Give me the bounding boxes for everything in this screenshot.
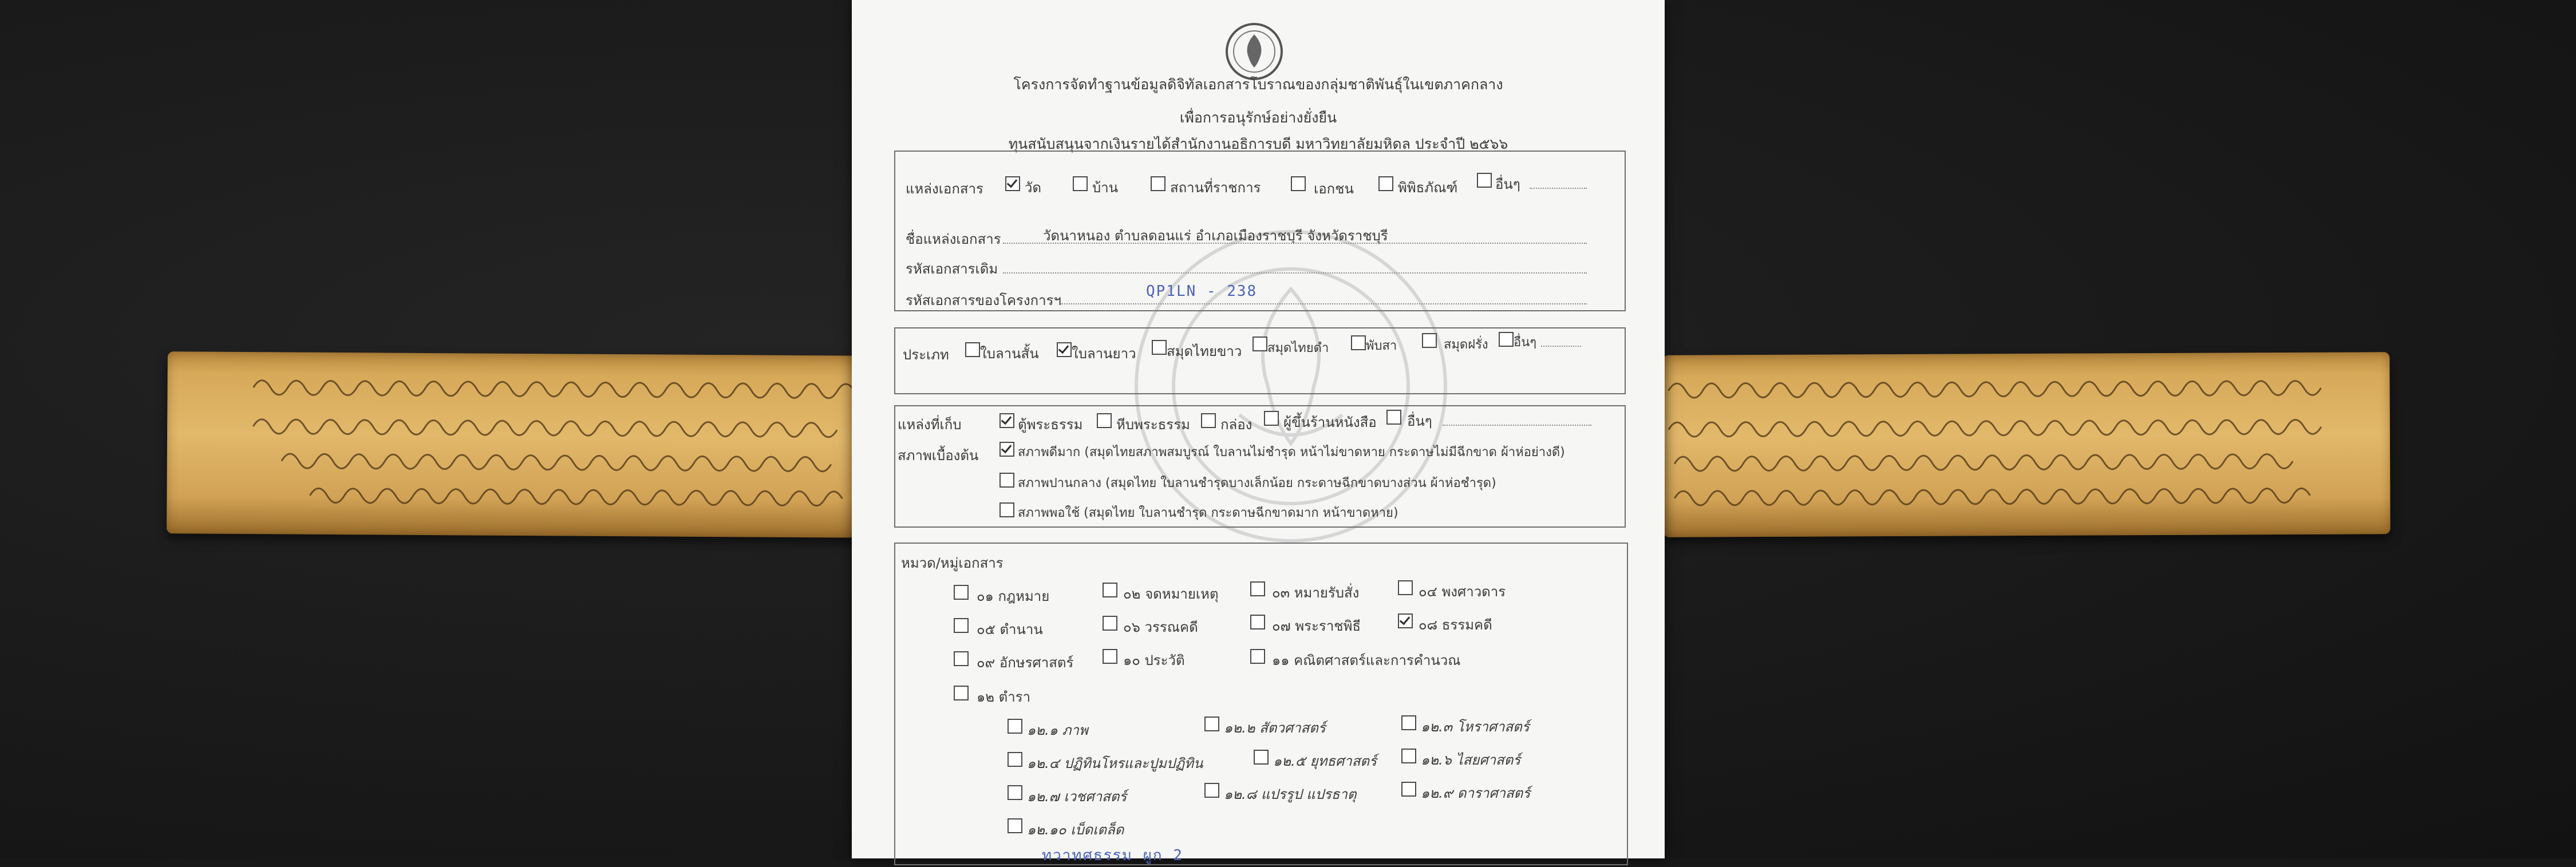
type-option-white-book: สมุดไทยขาว: [1167, 343, 1242, 359]
storage-other-line: [1443, 425, 1591, 426]
category-option-07: ๐๗ พระราชพิธี: [1272, 618, 1361, 634]
subcategory-option-12-7: ๑๒.๗ เวชศาสตร์: [1027, 789, 1127, 805]
condition-option-fair: สภาพพอใช้ (สมุดไทย ใบลานชำรุด กระดาษฉีกขาดมาก หน้าขาดหาย): [1018, 506, 1398, 520]
category-checkbox-07[interactable]: [1250, 615, 1265, 630]
category-checkbox-01[interactable]: [954, 585, 969, 600]
source-option-temple: วัด: [1025, 180, 1042, 196]
type-option-short-leaf: ใบลานสั้น: [980, 346, 1039, 362]
condition-option-excellent: สภาพดีมาก (สมุดไทยสภาพสมบูรณ์ ใบลานไม่ชำรุด หน้าไม่ขาดหาย กระดาษไม่มีฉีกขาด ผ้าห่อย่างดี): [1018, 445, 1565, 460]
condition-checkbox-moderate[interactable]: [999, 473, 1014, 488]
category-option-04: ๐๔ พงศาวดาร: [1419, 584, 1506, 600]
subcategory-option-12-6: ๑๒.๖ ไสยศาสตร์: [1421, 752, 1521, 768]
source-checkbox-house[interactable]: [1073, 176, 1088, 191]
condition-label: สภาพเบื้องต้น: [898, 448, 979, 464]
header-title-line3: ทุนสนับสนุนจากเงินรายได้สำนักงานอธิการบดี มหาวิทยาลัยมหิดล ประจำปี ๒๕๖๖: [1008, 136, 1508, 152]
old-code-label: รหัสเอกสารเดิม: [906, 261, 998, 277]
type-checkbox-white-book[interactable]: [1152, 340, 1167, 355]
storage-checkbox-cabinet[interactable]: [999, 413, 1014, 428]
source-label: แหล่งเอกสาร: [906, 181, 983, 197]
category-option-06: ๐๖ วรรณคดี: [1123, 619, 1198, 635]
header-title-line2: เพื่อการอนุรักษ์อย่างยั่งยืน: [1179, 109, 1337, 126]
category-checkbox-12[interactable]: [954, 686, 969, 700]
storage-checkbox-box[interactable]: [1201, 413, 1216, 428]
category-checkbox-04[interactable]: [1398, 580, 1413, 595]
source-checkbox-museum[interactable]: [1378, 176, 1393, 191]
project-code-label: รหัสเอกสารของโครงการฯ: [906, 292, 1061, 308]
category-checkbox-05[interactable]: [954, 618, 969, 633]
source-option-museum: พิพิธภัณฑ์: [1398, 180, 1458, 196]
category-option-05: ๐๕ ตำนาน: [977, 621, 1043, 638]
source-option-government: สถานที่ราชการ: [1170, 180, 1261, 196]
storage-option-box: กล่อง: [1220, 417, 1253, 433]
storage-label: แหล่งที่เก็บ: [898, 417, 962, 433]
category-checkbox-03[interactable]: [1250, 581, 1265, 596]
category-checkbox-08[interactable]: [1398, 613, 1413, 628]
source-name-line: [1003, 243, 1587, 244]
palm-leaf-script-left-icon: [167, 351, 878, 538]
subcategory-option-12-2: ๑๒.๒ สัตวศาสตร์: [1224, 720, 1326, 736]
condition-checkbox-fair[interactable]: [999, 502, 1014, 517]
subcategory-option-12-5: ๑๒.๕ ยุทธศาสตร์: [1273, 753, 1377, 769]
type-option-black-book: สมุดไทยดำ: [1267, 341, 1329, 355]
category-option-03: ๐๓ หมายรับสั่ง: [1272, 585, 1360, 601]
category-option-08: ๐๘ ธรรมคดี: [1419, 617, 1492, 633]
subcategory-checkbox-12-2[interactable]: [1204, 716, 1219, 731]
source-checkbox-other[interactable]: [1477, 173, 1492, 188]
type-checkbox-long-leaf[interactable]: [1057, 342, 1072, 357]
type-option-other: อื่นๆ: [1514, 335, 1537, 350]
type-checkbox-other[interactable]: [1499, 332, 1514, 347]
footer-handwritten-title: ทวาทศธรรม ผูก 2: [1042, 847, 1183, 864]
source-name-label: ชื่อแหล่งเอกสาร: [906, 231, 1001, 247]
storage-option-other: อื่นๆ: [1407, 413, 1432, 429]
type-checkbox-phapsa[interactable]: [1351, 335, 1366, 350]
category-checkbox-10[interactable]: [1103, 649, 1117, 664]
palm-leaf-manuscript-right: [1662, 352, 2390, 537]
category-checkbox-11[interactable]: [1250, 649, 1265, 664]
subcategory-checkbox-12-7[interactable]: [1008, 785, 1022, 800]
subcategory-checkbox-12-9[interactable]: [1401, 782, 1416, 797]
subcategory-option-12-10: ๑๒.๑๐ เบ็ดเตล็ด: [1027, 822, 1124, 838]
category-option-11: ๑๑ คณิตศาสตร์และการคำนวณ: [1272, 652, 1461, 668]
category-label: หมวด/หมู่เอกสาร: [901, 555, 1003, 571]
header-title-line1: โครงการจัดทำฐานข้อมูลดิจิทัลเอกสารโบราณของกลุ่มชาติพันธุ์ในเขตภาคกลาง: [1013, 76, 1503, 93]
subcategory-checkbox-12-1[interactable]: [1008, 719, 1022, 734]
subcategory-checkbox-12-6[interactable]: [1401, 749, 1416, 763]
condition-option-moderate: สภาพปานกลาง (สมุดไทย ใบลานชำรุดบางเล็กน้อย กระดาษฉีกขาดบางส่วน ผ้าห่อชำรุด): [1018, 476, 1496, 490]
subcategory-option-12-4: ๑๒.๔ ปฏิทินโหรและปูมปฏิทิน: [1027, 755, 1203, 771]
source-other-line: [1530, 188, 1587, 189]
category-option-02: ๐๒ จดหมายเหตุ: [1123, 586, 1219, 602]
storage-checkbox-shelf[interactable]: [1264, 411, 1279, 426]
subcategory-option-12-8: ๑๒.๘ แปรรูป แปรธาตุ: [1224, 786, 1357, 802]
storage-option-shelf: ผู้ขึ้นร้านหนังสือ: [1283, 414, 1377, 430]
subcategory-checkbox-12-5[interactable]: [1254, 750, 1269, 765]
subcategory-checkbox-12-8[interactable]: [1204, 783, 1219, 798]
source-option-other: อื่นๆ: [1495, 176, 1520, 192]
source-option-house: บ้าน: [1092, 180, 1119, 196]
condition-checkbox-excellent[interactable]: [999, 442, 1014, 457]
subcategory-option-12-3: ๑๒.๓ โหราศาสตร์: [1421, 719, 1530, 735]
subcategory-checkbox-12-3[interactable]: [1401, 715, 1416, 730]
storage-checkbox-chest[interactable]: [1097, 413, 1112, 428]
type-other-line: [1541, 346, 1581, 347]
source-checkbox-government[interactable]: [1151, 176, 1165, 191]
type-label: ประเภท: [903, 347, 949, 363]
subcategory-checkbox-12-10[interactable]: [1008, 818, 1022, 833]
palm-leaf-script-right-icon: [1662, 352, 2390, 537]
source-checkbox-temple[interactable]: [1005, 176, 1020, 191]
subcategory-option-12-9: ๑๒.๙ ดาราศาสตร์: [1421, 785, 1531, 801]
type-option-long-leaf: ใบลานยาว: [1072, 346, 1136, 362]
subcategory-option-12-1: ๑๒.๑ ภาพ: [1027, 722, 1088, 738]
category-option-01: ๐๑ กฎหมาย: [977, 588, 1050, 604]
type-option-western-book: สมุดฝรั่ง: [1444, 338, 1488, 352]
type-option-phapsa: พับสา: [1366, 339, 1397, 353]
category-checkbox-09[interactable]: [954, 651, 969, 666]
category-checkbox-02[interactable]: [1103, 583, 1117, 597]
storage-checkbox-other[interactable]: [1386, 410, 1401, 425]
project-code-value[interactable]: QP1LN - 238: [1146, 283, 1258, 300]
project-code-line: [1060, 303, 1587, 304]
category-checkbox-06[interactable]: [1103, 616, 1117, 631]
storage-option-chest: หีบพระธรรม: [1116, 417, 1190, 433]
source-option-private: เอกชน: [1314, 181, 1354, 197]
type-checkbox-black-book[interactable]: [1253, 336, 1267, 351]
palm-leaf-manuscript-left: [167, 351, 878, 538]
type-checkbox-short-leaf[interactable]: [965, 342, 980, 357]
old-code-line[interactable]: [1003, 272, 1587, 274]
source-name-value[interactable]: วัดนาหนอง ตำบลดอนแร่ อำเภอเมืองราชบุรี จังหวัดราชบุรี: [1043, 228, 1388, 244]
subcategory-checkbox-12-4[interactable]: [1008, 752, 1022, 767]
source-checkbox-private[interactable]: [1291, 176, 1306, 191]
category-option-12: ๑๒ ตำรา: [977, 689, 1031, 705]
type-checkbox-western-book[interactable]: [1422, 333, 1437, 348]
storage-option-cabinet: ตู้พระธรรม: [1018, 417, 1083, 433]
category-option-10: ๑๐ ประวัติ: [1123, 652, 1185, 668]
category-option-09: ๐๙ อักษรศาสตร์: [977, 655, 1074, 671]
